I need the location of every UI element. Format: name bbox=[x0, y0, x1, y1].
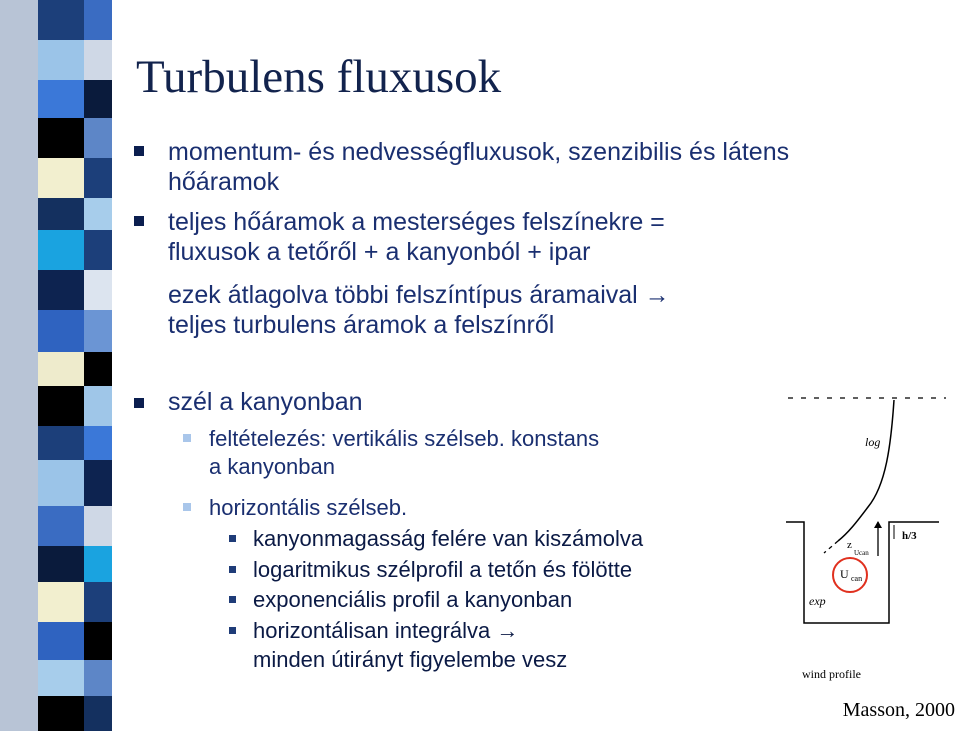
bullet-text: hőáramok bbox=[168, 168, 280, 196]
bullet-square-icon bbox=[134, 398, 144, 408]
sub-sub-bullet-text: horizontálisan integrálva → bbox=[253, 618, 519, 643]
bullet-text: fluxusok a tetőről + a kanyonból + ipar bbox=[168, 238, 591, 266]
bullet-square-icon bbox=[134, 216, 144, 226]
wind-profile-figure bbox=[776, 385, 959, 687]
sub-bullet-text: feltételezés: vertikális szélseb. konstans bbox=[209, 426, 600, 451]
exp-label: exp bbox=[809, 594, 826, 608]
z-subscript-label: Ucan bbox=[854, 549, 869, 557]
sub-sub-bullet-square-icon bbox=[229, 566, 236, 573]
arrow-right-icon: → bbox=[644, 281, 670, 309]
bullet-text: szél a kanyonban bbox=[168, 388, 363, 416]
arrow-up-icon bbox=[874, 521, 882, 528]
sub-bullet-square-icon bbox=[183, 503, 191, 511]
exp-profile-curve bbox=[824, 541, 838, 553]
sub-bullet-square-icon bbox=[183, 434, 191, 442]
sub-sub-bullet-square-icon bbox=[229, 627, 236, 634]
sub-sub-bullet-square-icon bbox=[229, 596, 236, 603]
sub-sub-bullet-text: exponenciális profil a kanyonban bbox=[253, 587, 573, 612]
arrow-right-icon: → bbox=[496, 618, 519, 643]
bullet-text: teljes turbulens áramok a felszínről bbox=[168, 311, 555, 339]
figure-caption: wind profile bbox=[802, 667, 861, 681]
log-label: log bbox=[865, 435, 881, 449]
slide-title: Turbulens fluxusok bbox=[136, 51, 502, 103]
bullet-text: ezek átlagolva többi felszíntípus áramaival → bbox=[168, 281, 670, 309]
log-profile-curve bbox=[838, 400, 894, 541]
h3-label: h/3 bbox=[902, 530, 917, 542]
z-label: z bbox=[847, 539, 852, 551]
sub-sub-bullet-square-icon bbox=[229, 535, 236, 542]
bullet-square-icon bbox=[134, 146, 144, 156]
sub-sub-bullet-text: minden útirányt figyelembe vesz bbox=[253, 647, 568, 672]
sub-bullet-text: a kanyonban bbox=[209, 454, 335, 479]
bullet-text: teljes hőáramok a mesterséges felszínekre = bbox=[168, 208, 665, 236]
sub-sub-bullet-text: logaritmikus szélprofil a tetőn és fölötte bbox=[253, 557, 633, 582]
bullet-text: momentum- és nedvességfluxusok, szenzibilis és látens bbox=[168, 138, 790, 166]
u-label: U bbox=[840, 567, 849, 581]
decorative-stripe-bar bbox=[0, 0, 112, 731]
sub-sub-bullet-text: kanyonmagasság felére van kiszámolva bbox=[253, 526, 644, 551]
u-subscript-label: can bbox=[851, 574, 863, 583]
sub-bullet-text: horizontális szélseb. bbox=[209, 495, 408, 520]
source-credit: Masson, 2000 bbox=[842, 699, 955, 721]
